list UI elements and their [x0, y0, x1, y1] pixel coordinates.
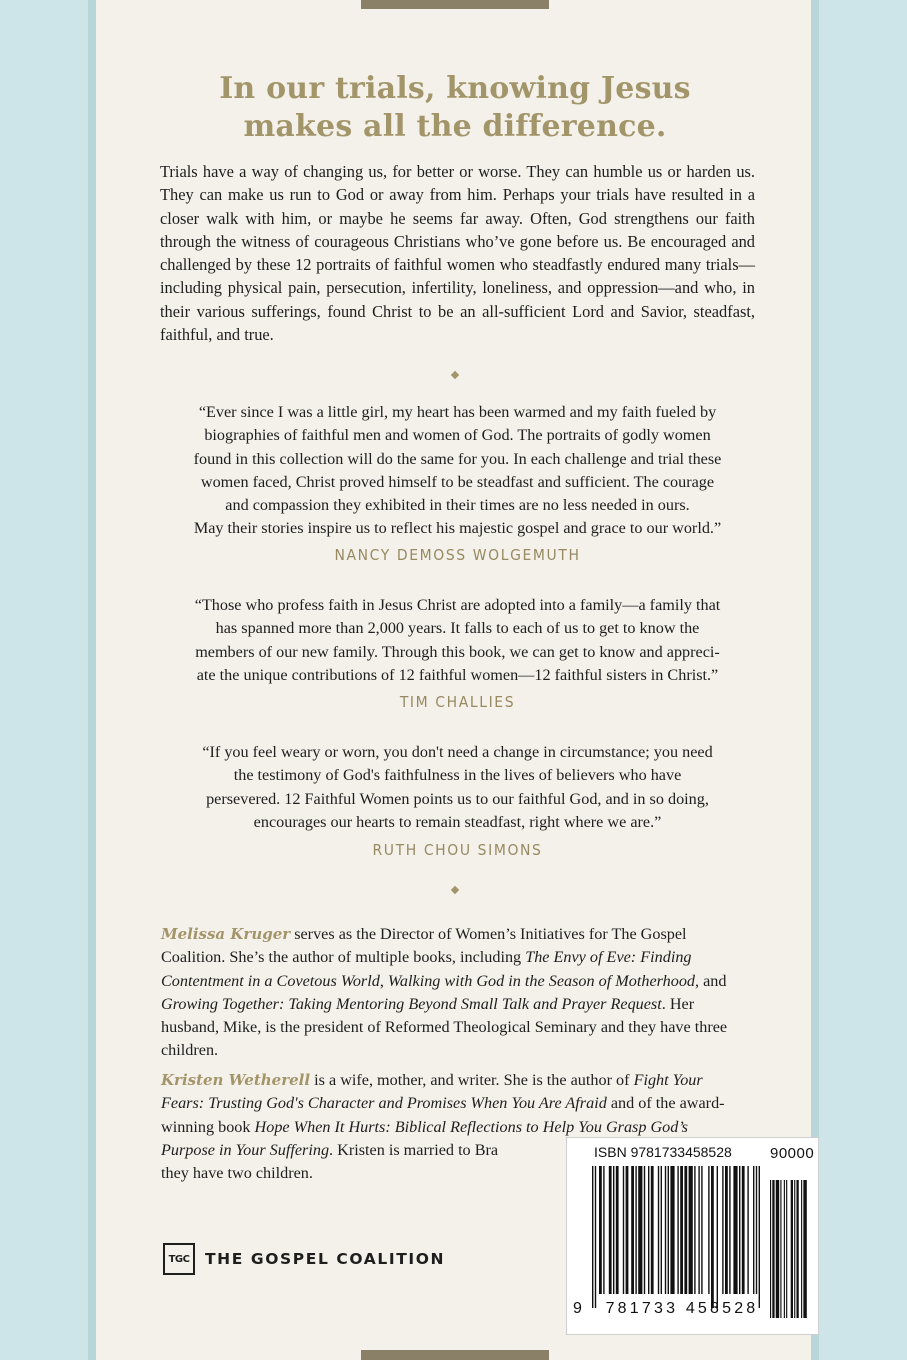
barcode-bar	[638, 1166, 642, 1294]
barcode-bar	[776, 1180, 779, 1318]
endorsement-quote-3	[155, 741, 760, 834]
ean13-barcode-bars	[592, 1166, 764, 1316]
top-decorative-bar	[361, 0, 549, 9]
ean-first-digit: 9	[573, 1300, 582, 1317]
barcode-bar	[711, 1166, 714, 1308]
quote-line: May their stories inspire us to reflect his majestic gospel and grace to our world.”	[193, 519, 722, 538]
book-title: Growing Together: Taking Mentoring Beyond Small Talk and Prayer Request	[161, 994, 662, 1013]
barcode-bar	[780, 1180, 781, 1318]
barcode-bar	[668, 1166, 669, 1294]
publisher-logo	[163, 1242, 445, 1276]
tgc-logo-icon: TGC	[163, 1243, 195, 1275]
barcode-bar	[698, 1166, 699, 1294]
bio-text: . Her husband, Mike, is the president of Reformed Theological Seminary and they have three children.	[161, 994, 728, 1060]
quote-line: “If you feel weary or worn, you don't need a change in circumstance; you need	[202, 743, 713, 761]
barcode-bar	[786, 1180, 787, 1318]
barcode-bar	[772, 1180, 774, 1318]
barcode-bar	[770, 1180, 771, 1318]
bio-text: they have two children.	[161, 1164, 313, 1183]
quote-line: “Those who profess faith in Jesus Christ are adopted into a family—a family that	[194, 596, 721, 614]
headline-line-2: makes all the difference.	[243, 109, 667, 144]
barcode-bar	[756, 1166, 757, 1294]
right-edge	[811, 0, 907, 1360]
barcode-bar	[595, 1166, 596, 1308]
barcode-bar	[717, 1166, 718, 1308]
barcode-bar	[803, 1180, 806, 1318]
barcode-bar	[635, 1166, 636, 1294]
addon-barcode-bars	[770, 1180, 816, 1318]
bio-text: , and	[695, 971, 727, 990]
left-edge-stripe	[88, 0, 96, 1360]
bottom-decorative-bar	[361, 1350, 549, 1360]
bio-text: and of the award-winning book	[161, 1094, 725, 1136]
bio-text: ,	[379, 971, 388, 990]
quote-line: and compassion they exhibited in their times are no less needed in ours.	[225, 496, 690, 515]
barcode-bar	[613, 1166, 614, 1294]
left-edge	[0, 0, 96, 1360]
barcode-bar	[708, 1166, 709, 1294]
bio-text: is a wife, mother, and writer. She is the author of	[310, 1071, 634, 1089]
barcode-bar	[694, 1166, 695, 1294]
barcode-bar	[665, 1166, 666, 1294]
book-title: Hope When It Hurts: Biblical Reflections to Help You Grasp God’s Purpose in Your Suffering	[161, 1117, 688, 1159]
quote-line: members of our new family. Through this book, we can get to know and appreci-	[195, 642, 720, 661]
barcode-bar	[631, 1166, 634, 1294]
endorsement-author-3: RUTH CHOU SIMONS	[372, 841, 543, 859]
barcode-bar	[725, 1166, 728, 1294]
barcode-bar	[677, 1166, 678, 1294]
barcode-bar	[733, 1166, 737, 1294]
ean-digits: 781733 458528	[605, 1300, 759, 1317]
barcode-bar	[742, 1166, 745, 1294]
book-title: The Envy of Eve: Finding Contentment in a Covetous World	[161, 948, 692, 990]
barcode-bar	[689, 1166, 693, 1294]
barcode-bar	[623, 1166, 624, 1294]
author-name: Melissa Kruger	[161, 925, 291, 943]
bio-text: serves as the Director of Women’s Initiatives for The Gospel Coalition. She’s the author of multiple books, including	[161, 925, 687, 967]
barcode-bar	[684, 1166, 687, 1294]
barcode-bar	[648, 1166, 649, 1294]
barcode-bar	[670, 1166, 674, 1294]
barcode-bar	[599, 1166, 602, 1294]
book-title: Walking with God in the Season of Motherhood	[387, 971, 696, 990]
headline	[130, 70, 780, 146]
quote-line: women faced, Christ proved himself to be steadfast and sufficient. The courage	[200, 472, 715, 491]
barcode-bar	[701, 1166, 702, 1294]
quote-line: ate the unique contributions of 12 faithful women—12 faithful sisters in Christ.”	[196, 665, 719, 684]
barcode-bar	[722, 1166, 723, 1294]
barcode-bar	[753, 1166, 754, 1294]
barcode-bar	[651, 1166, 654, 1294]
author-bio-melissa	[161, 923, 746, 1063]
endorsement-quote-2	[155, 594, 760, 687]
barcode-bar	[661, 1166, 662, 1294]
barcode-bar	[592, 1166, 593, 1308]
price-code: 90000	[770, 1145, 815, 1162]
author-name: Kristen Wetherell	[161, 1071, 311, 1089]
barcode-bar	[747, 1166, 748, 1294]
endorsement-author-1: NANCY DEMOSS WOLGEMUTH	[334, 546, 581, 564]
barcode-bar	[801, 1180, 802, 1318]
barcode-bar	[658, 1166, 659, 1294]
barcode-bar	[759, 1166, 760, 1308]
headline-line-1: In our trials, knowing Jesus	[219, 71, 691, 106]
barcode-bar	[609, 1166, 612, 1294]
barcode-bar	[680, 1166, 683, 1294]
isbn-barcode	[566, 1137, 819, 1335]
quote-line: the testimony of God's faithfulness in the lives of believers who have	[233, 766, 682, 785]
barcode-bar	[603, 1166, 604, 1294]
barcode-bar	[739, 1166, 740, 1294]
isbn-label: ISBN 9781733458528	[594, 1144, 732, 1160]
barcode-bar	[729, 1166, 730, 1294]
barcode-bar	[791, 1180, 793, 1318]
quote-line: has spanned more than 2,000 years. It falls to each of us to get to know the	[215, 619, 700, 638]
bio-text: . Kristen is married to Bra	[329, 1140, 499, 1159]
quote-line: persevered. 12 Faithful Women points us to our faithful God, and in so doing,	[206, 789, 709, 808]
quote-line: biographies of faithful men and women of God. The portraits of godly women	[204, 426, 711, 445]
barcode-bar	[626, 1166, 629, 1294]
barcode-bar	[796, 1180, 798, 1318]
publisher-name: THE GOSPEL COALITION	[205, 1250, 446, 1268]
barcode-bar	[644, 1166, 645, 1294]
barcode-bar	[794, 1180, 795, 1318]
endorsement-quote-1	[155, 401, 760, 541]
endorsement-author-2: TIM CHALLIES	[399, 693, 516, 711]
quote-line: encourages our hearts to remain steadfast, right where we are.”	[253, 812, 662, 831]
barcode-bar	[784, 1180, 785, 1318]
quote-line: “Ever since I was a little girl, my heart has been warmed and my faith fueled by	[198, 403, 717, 421]
quote-line: found in this collection will do the same for you. In each challenge and trial these	[193, 449, 722, 468]
barcode-bar	[616, 1166, 619, 1294]
intro-paragraph: Trials have a way of changing us, for better or worse. They can humble us or harden us. They can make us run to God or away from him. Perhaps your trials have resulted in a closer walk with him, or maybe he seems far away. Often, God strengthens our faith through the witness of courageous Christians who’ve gone before us. Be encouraged and challenged by these 12 portraits of faithful women who steadfastly endured many trials—including physical pain, persecution, infertility, loneliness, and oppression—and who, in their various sufferings, found Christ to be an all-sufficient Lord and Savior, steadfast, faithful, and true.	[160, 162, 755, 345]
book-title: Fight Your Fears: Trusting God's Character and Promises When You Are Afraid	[161, 1071, 703, 1113]
